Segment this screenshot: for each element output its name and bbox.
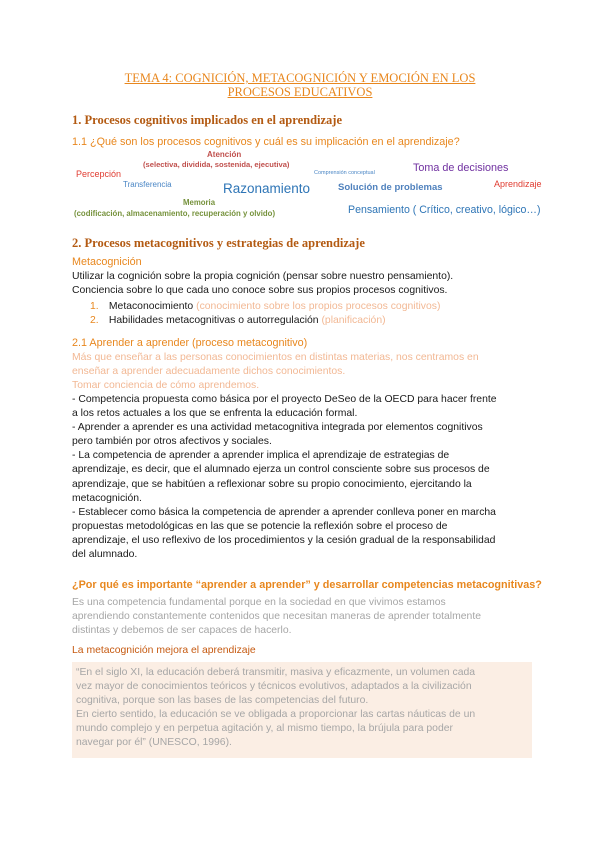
- text-line: - Aprender a aprender es una actividad metacognitiva integrada por elementos cognitivos: [72, 422, 483, 434]
- word-pensamiento: Pensamiento ( Crítico, creativo, lógico…): [348, 204, 541, 216]
- quote-line: “En el siglo XI, la educación deberá transmitir, masiva y eficazmente, un volumen cada: [76, 667, 476, 678]
- quote-line: En cierto sentido, la educación se ve obligada a proporcionar las cartas náuticas de un: [76, 709, 476, 721]
- word-atencion: Atención: [207, 150, 242, 159]
- list-item-note: (conocimiento sobre los propios procesos cognitivos): [196, 301, 441, 312]
- word-cloud: [0, 0, 600, 230]
- text-line: enseñar a aprender adecuadamente dichos conocimientos.: [72, 366, 346, 378]
- aprender-intro: [72, 351, 532, 393]
- word-atencion-detail: (selectiva, dividida, sostenida, ejecutiva): [143, 160, 290, 169]
- metacognicion-definition: [72, 270, 532, 298]
- word-memoria: Memoria: [183, 198, 216, 207]
- aprender-points: [72, 393, 532, 562]
- quote-line: mundo complejo y en perpetua agitación y, al mismo tiempo, la brújula para poder: [76, 723, 453, 735]
- word-memoria-detail: (codificación, almacenamiento, recuperación y olvido): [74, 209, 276, 218]
- word-comprension: Comprensión conceptual: [314, 170, 375, 176]
- text-line: del alumnado.: [72, 549, 138, 561]
- title-line: TEMA 4: COGNICIÓN, METACOGNICIÓN Y EMOCIÓN EN LOS: [124, 71, 476, 85]
- section-2-1-heading: 2.1 Aprender a aprender (proceso metacognitivo): [72, 337, 308, 349]
- quote-line: cognitiva, porque son las bases de las competencias del futuro.: [76, 695, 369, 707]
- word-toma-decisiones: Toma de decisiones: [413, 162, 509, 174]
- text-line: aprendiendo constantemente contenidos que necesitan maneras de aprender totalmente: [72, 611, 481, 623]
- unesco-quote: [76, 666, 528, 751]
- text-line: Conciencia sobre lo que cada uno conoce sobre sus propios procesos cognitivos.: [72, 285, 448, 297]
- text-line: propuestas metodológicas en las que se potencie la reflexión sobre el proceso de: [72, 520, 448, 532]
- list-number: 1.: [90, 301, 99, 312]
- why-text: [72, 596, 532, 638]
- list-number: 2.: [90, 315, 99, 327]
- text-line: a los retos actuales a los que se enfrenta la educación formal.: [72, 408, 358, 420]
- text-line: Es una competencia fundamental porque en la sociedad en que vivimos estamos: [72, 597, 446, 608]
- text-line: metacognición.: [72, 492, 142, 504]
- text-line: pero también por otros afectivos y sociales.: [72, 436, 272, 448]
- list-item: [90, 300, 530, 314]
- text-line: Tomar conciencia de cómo aprendemos.: [72, 380, 260, 392]
- title-line: PROCESOS EDUCATIVOS: [227, 85, 373, 99]
- section-1-1-heading: 1.1 ¿Qué son los procesos cognitivos y cuál es su implicación en el aprendizaje?: [72, 136, 460, 148]
- word-aprendizaje: Aprendizaje: [494, 179, 542, 189]
- metacognicion-heading: Metacognición: [72, 256, 142, 268]
- word-razonamiento: Razonamiento: [223, 181, 311, 196]
- text-line: - La competencia de aprender a aprender implica el aprendizaje de estrategias de: [72, 450, 450, 462]
- text-line: aprendizaje, que se habitúen a reflexionar sobre su propio conocimiento, ejercitando la: [72, 478, 472, 490]
- improves-heading: La metacognición mejora el aprendizaje: [72, 645, 256, 656]
- list-item: [90, 314, 530, 328]
- why-heading: ¿Por qué es importante “aprender a aprender” y desarrollar competencias metacognitivas?: [72, 579, 542, 591]
- section-1-heading: 1. Procesos cognitivos implicados en el aprendizaje: [72, 113, 343, 127]
- text-line: Utilizar la cognición sobre la propia cognición (pensar sobre nuestro pensamiento).: [72, 271, 454, 282]
- section-2-heading: 2. Procesos metacognitivos y estrategias de aprendizaje: [72, 236, 365, 250]
- text-line: aprendizaje, el uso reflexivo de los procedimientos y la cesión gradual de la responsabilidad: [72, 534, 496, 546]
- text-line: distintas y debemos de ser capaces de hacerlo.: [72, 625, 292, 637]
- list-item-note: (planificación): [321, 315, 386, 327]
- list-item-text: Habilidades metacognitivas o autorregulación: [108, 315, 319, 327]
- metacognicion-list: [90, 300, 530, 328]
- quote-line: navegar por él” (UNESCO, 1996).: [76, 737, 232, 749]
- text-line: Más que enseñar a las personas conocimientos en distintas materias, nos centramos en: [72, 352, 479, 363]
- word-solucion-problemas: Solución de problemas: [338, 182, 443, 193]
- text-line: aprendizaje, es decir, que el alumnado ejerza un control consciente sobre sus procesos de: [72, 464, 490, 476]
- word-percepcion: Percepción: [76, 169, 122, 179]
- text-line: - Establecer como básica la competencia de aprender a aprender conlleva poner en marcha: [72, 506, 496, 518]
- text-line: - Competencia propuesta como básica por el proyecto DeSeo de la OECD para hacer frente: [72, 394, 497, 405]
- list-item-text: Metaconocimiento: [108, 301, 194, 312]
- quote-line: vez mayor de conocimientos teóricos y técnicos evolutivos, adaptados a la civilización: [76, 681, 472, 693]
- word-transferencia: Transferencia: [123, 180, 172, 189]
